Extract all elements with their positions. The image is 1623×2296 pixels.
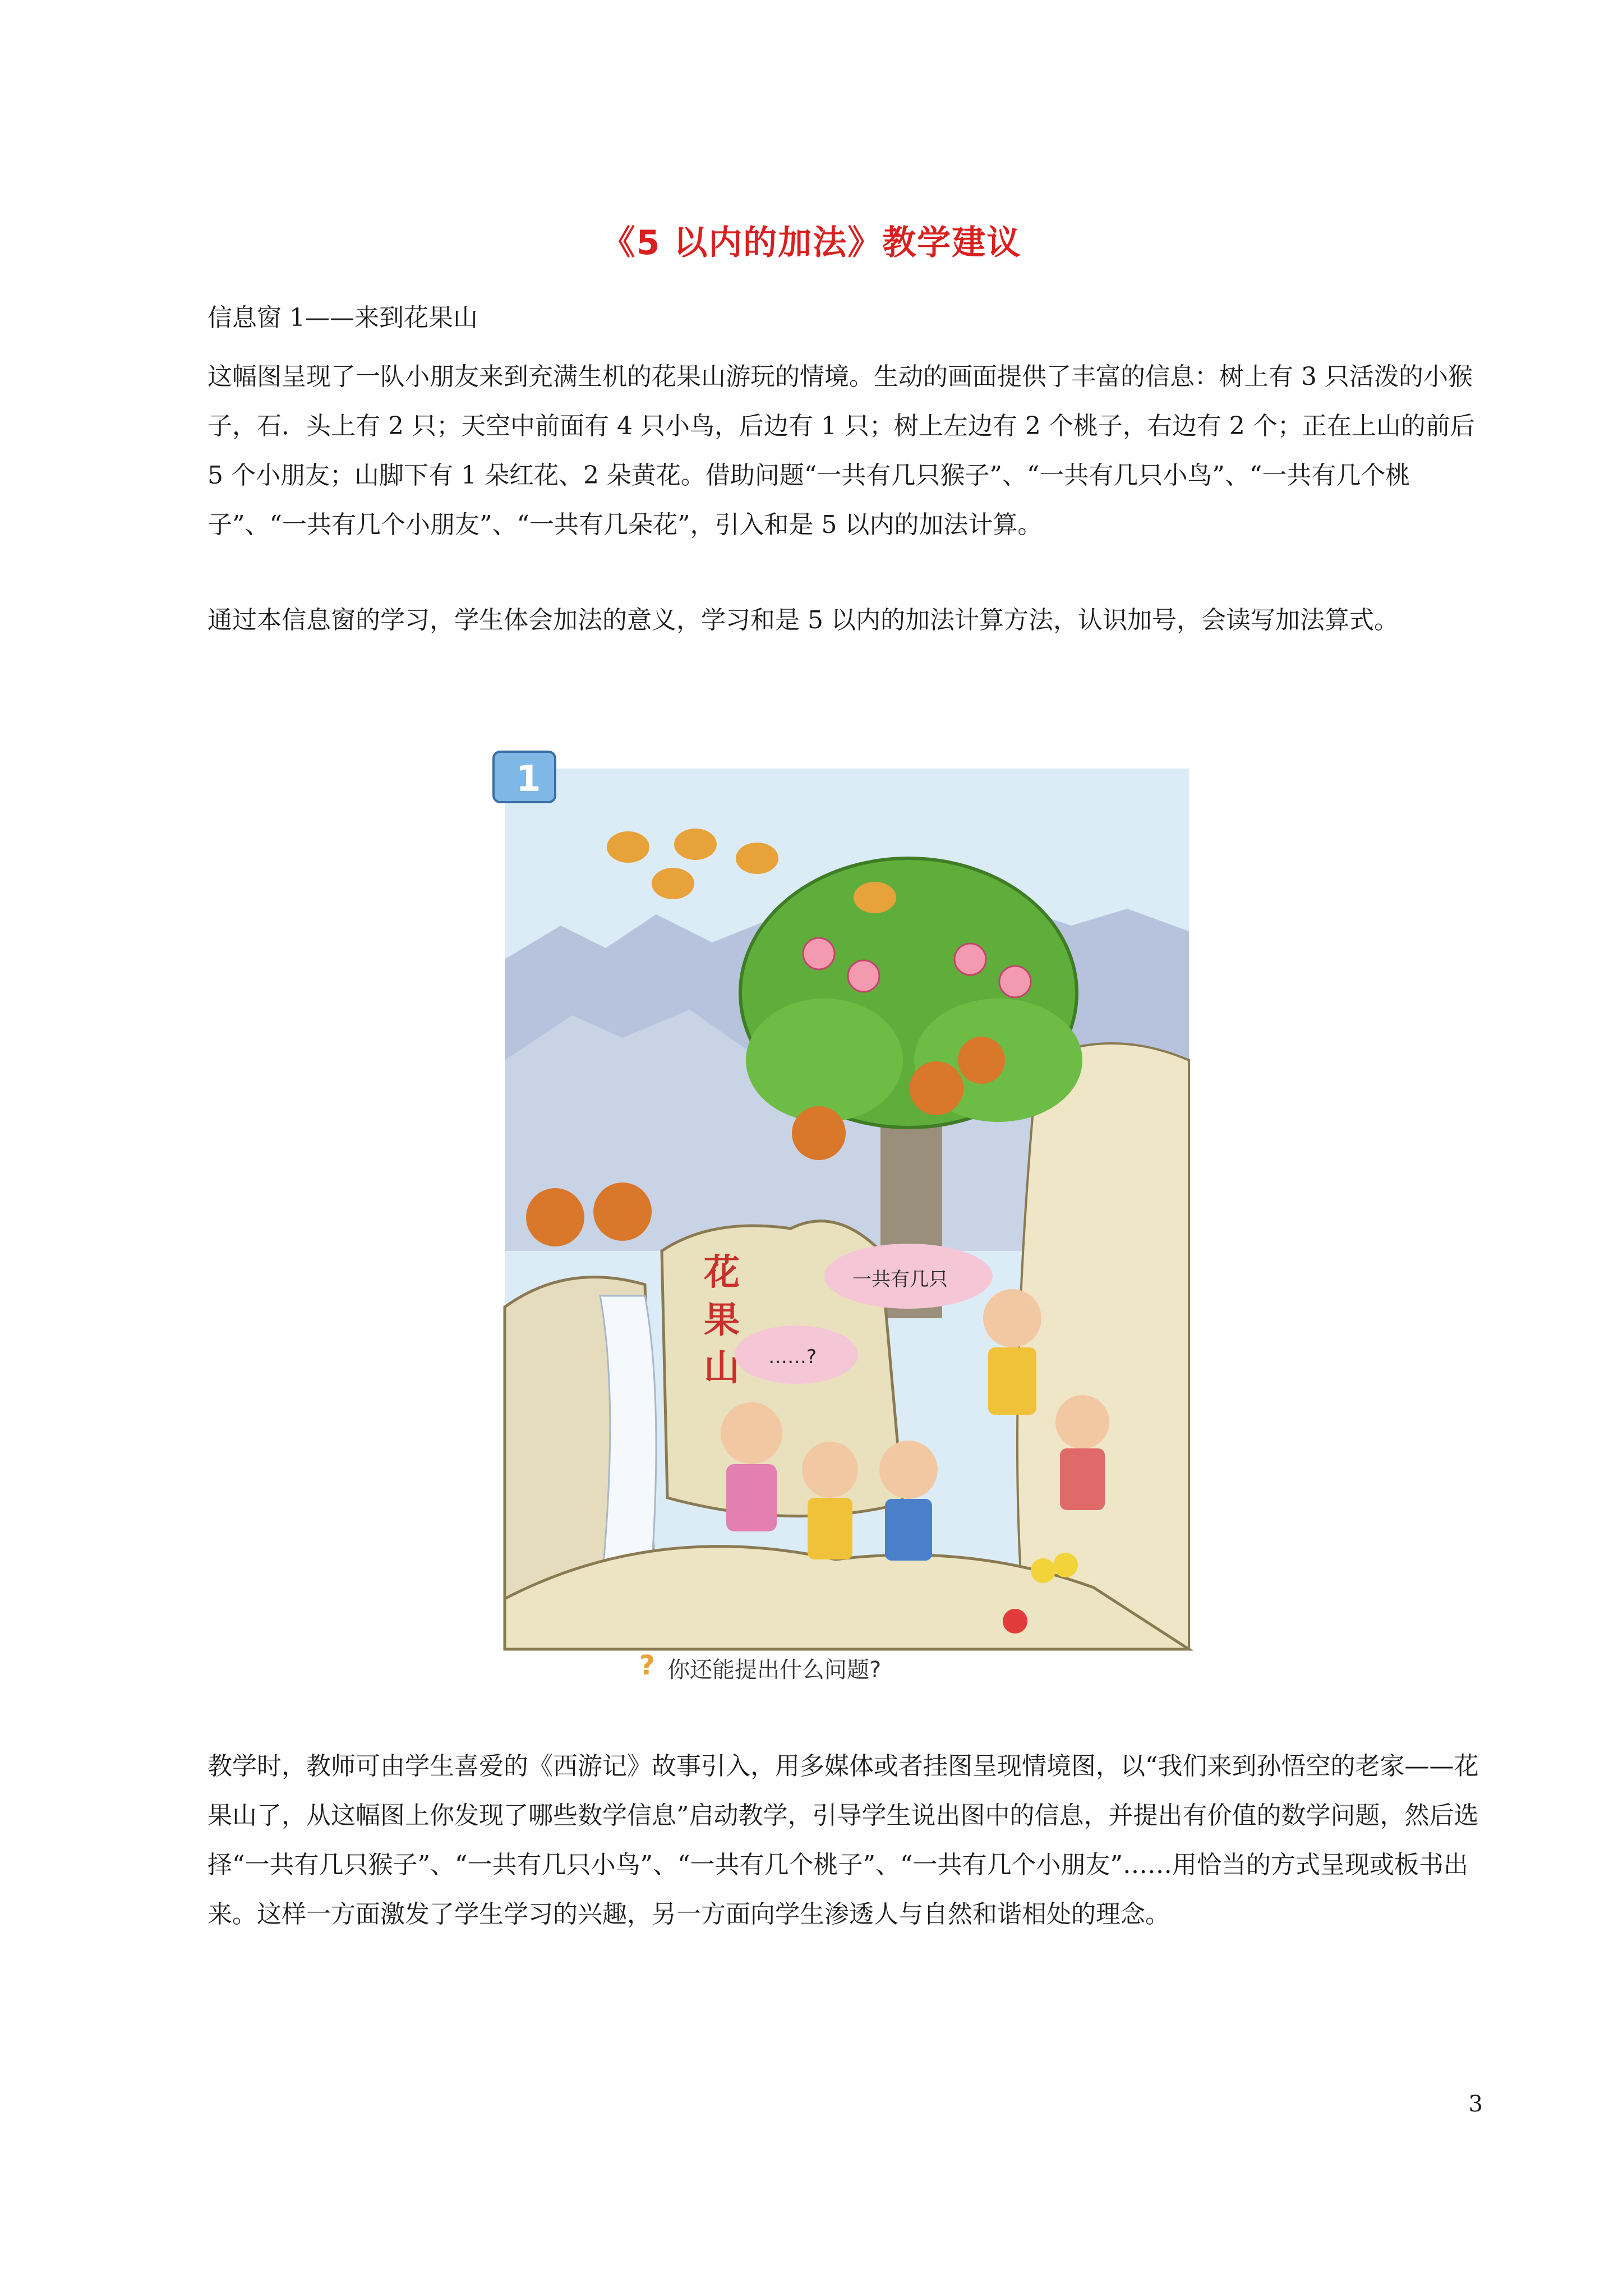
- sign-char-2: 果: [704, 1300, 740, 1341]
- bird-2: [674, 829, 717, 860]
- child-boy-2: [879, 1441, 938, 1499]
- flower-yellow-2: [1053, 1553, 1078, 1577]
- page-number: 3: [1468, 2091, 1483, 2117]
- monkey-rock-2: [593, 1182, 652, 1241]
- paragraph-teaching: 教学时，教师可由学生喜爱的《西游记》故事引入，用多媒体或者挂图呈现情境图，以“我们来到孙悟空的老家——花果山了，从这幅图上你发现了哪些数学信息”启动教学，引导学生说出图中的信息，并提出有价值的数学问题，然后选择“一共有几只猴子”、“一共有几只小鸟”、“一共有几个桃子”、“一共有几个小朋友”……用恰当的方式呈现或板书出来。这样一方面激发了学生学习的兴趣，另一方面向学生渗透人与自然和谐相处的理念。: [208, 1752, 1479, 1929]
- huaguoshan-scene: [477, 746, 1206, 1756]
- peach-4: [999, 966, 1031, 997]
- section-heading: 信息窗 1——来到花果山: [208, 303, 478, 332]
- bird-4: [736, 843, 778, 874]
- monkey-tree-2: [910, 1061, 963, 1115]
- question-mark-icon: ?: [639, 1650, 655, 1681]
- monkey-rock-1: [526, 1188, 584, 1246]
- child-girl-1: [721, 1402, 782, 1464]
- right-cliff: [1017, 1043, 1189, 1649]
- peach-2: [848, 960, 879, 992]
- flower-yellow-1: [1031, 1558, 1055, 1583]
- sign-char-1: 花: [704, 1252, 740, 1294]
- window-badge-number: 1: [516, 758, 541, 800]
- illustration-figure: [477, 746, 1206, 1756]
- tree-crown-left: [746, 999, 903, 1122]
- child-boy-1: [802, 1442, 858, 1498]
- figure-prompt: 你还能提出什么问题?: [667, 1657, 882, 1683]
- page-title: 《5 以内的加法》教学建议: [601, 223, 1022, 263]
- child-girl-2: [1055, 1395, 1109, 1449]
- bird-1: [607, 831, 649, 863]
- bird-3: [652, 868, 694, 899]
- bubble-reply-text: ……?: [768, 1346, 817, 1368]
- paragraph-goals: 通过本信息窗的学习，学生体会加法的意义，学习和是 5 以内的加法计算方法，认识加号，会读写加法算式。: [208, 606, 1399, 634]
- child-boy-leader: [983, 1289, 1041, 1347]
- monkey-tree-3: [958, 1037, 1005, 1084]
- peach-3: [955, 944, 986, 975]
- bubble-question-text: 一共有几只: [852, 1268, 948, 1291]
- peach-1: [803, 938, 834, 969]
- monkey-tree-1: [792, 1106, 846, 1160]
- paragraph-intro: 这幅图呈现了一队小朋友来到充满生机的花果山游玩的情境。生动的画面提供了丰富的信息：树上有 3 只活泼的小猴子，石．头上有 2 只；天空中前面有 4 只小鸟，后边有 1 只；树上左边有 2 个桃子，右边有 2 个；正在上山的前后 5 个小朋友；山脚下有 1 朵红花、2 朵黄花。借助问题“一共有几只猴子”、“一共有几只小鸟”、“一共有几个桃子”、“一共有几个小朋友”、“一共有几朵花”，引入和是 5 以内的加法计算。: [208, 362, 1475, 539]
- bird-5: [854, 882, 896, 913]
- flower-red: [1003, 1609, 1027, 1634]
- sign-char-3: 山: [704, 1347, 740, 1389]
